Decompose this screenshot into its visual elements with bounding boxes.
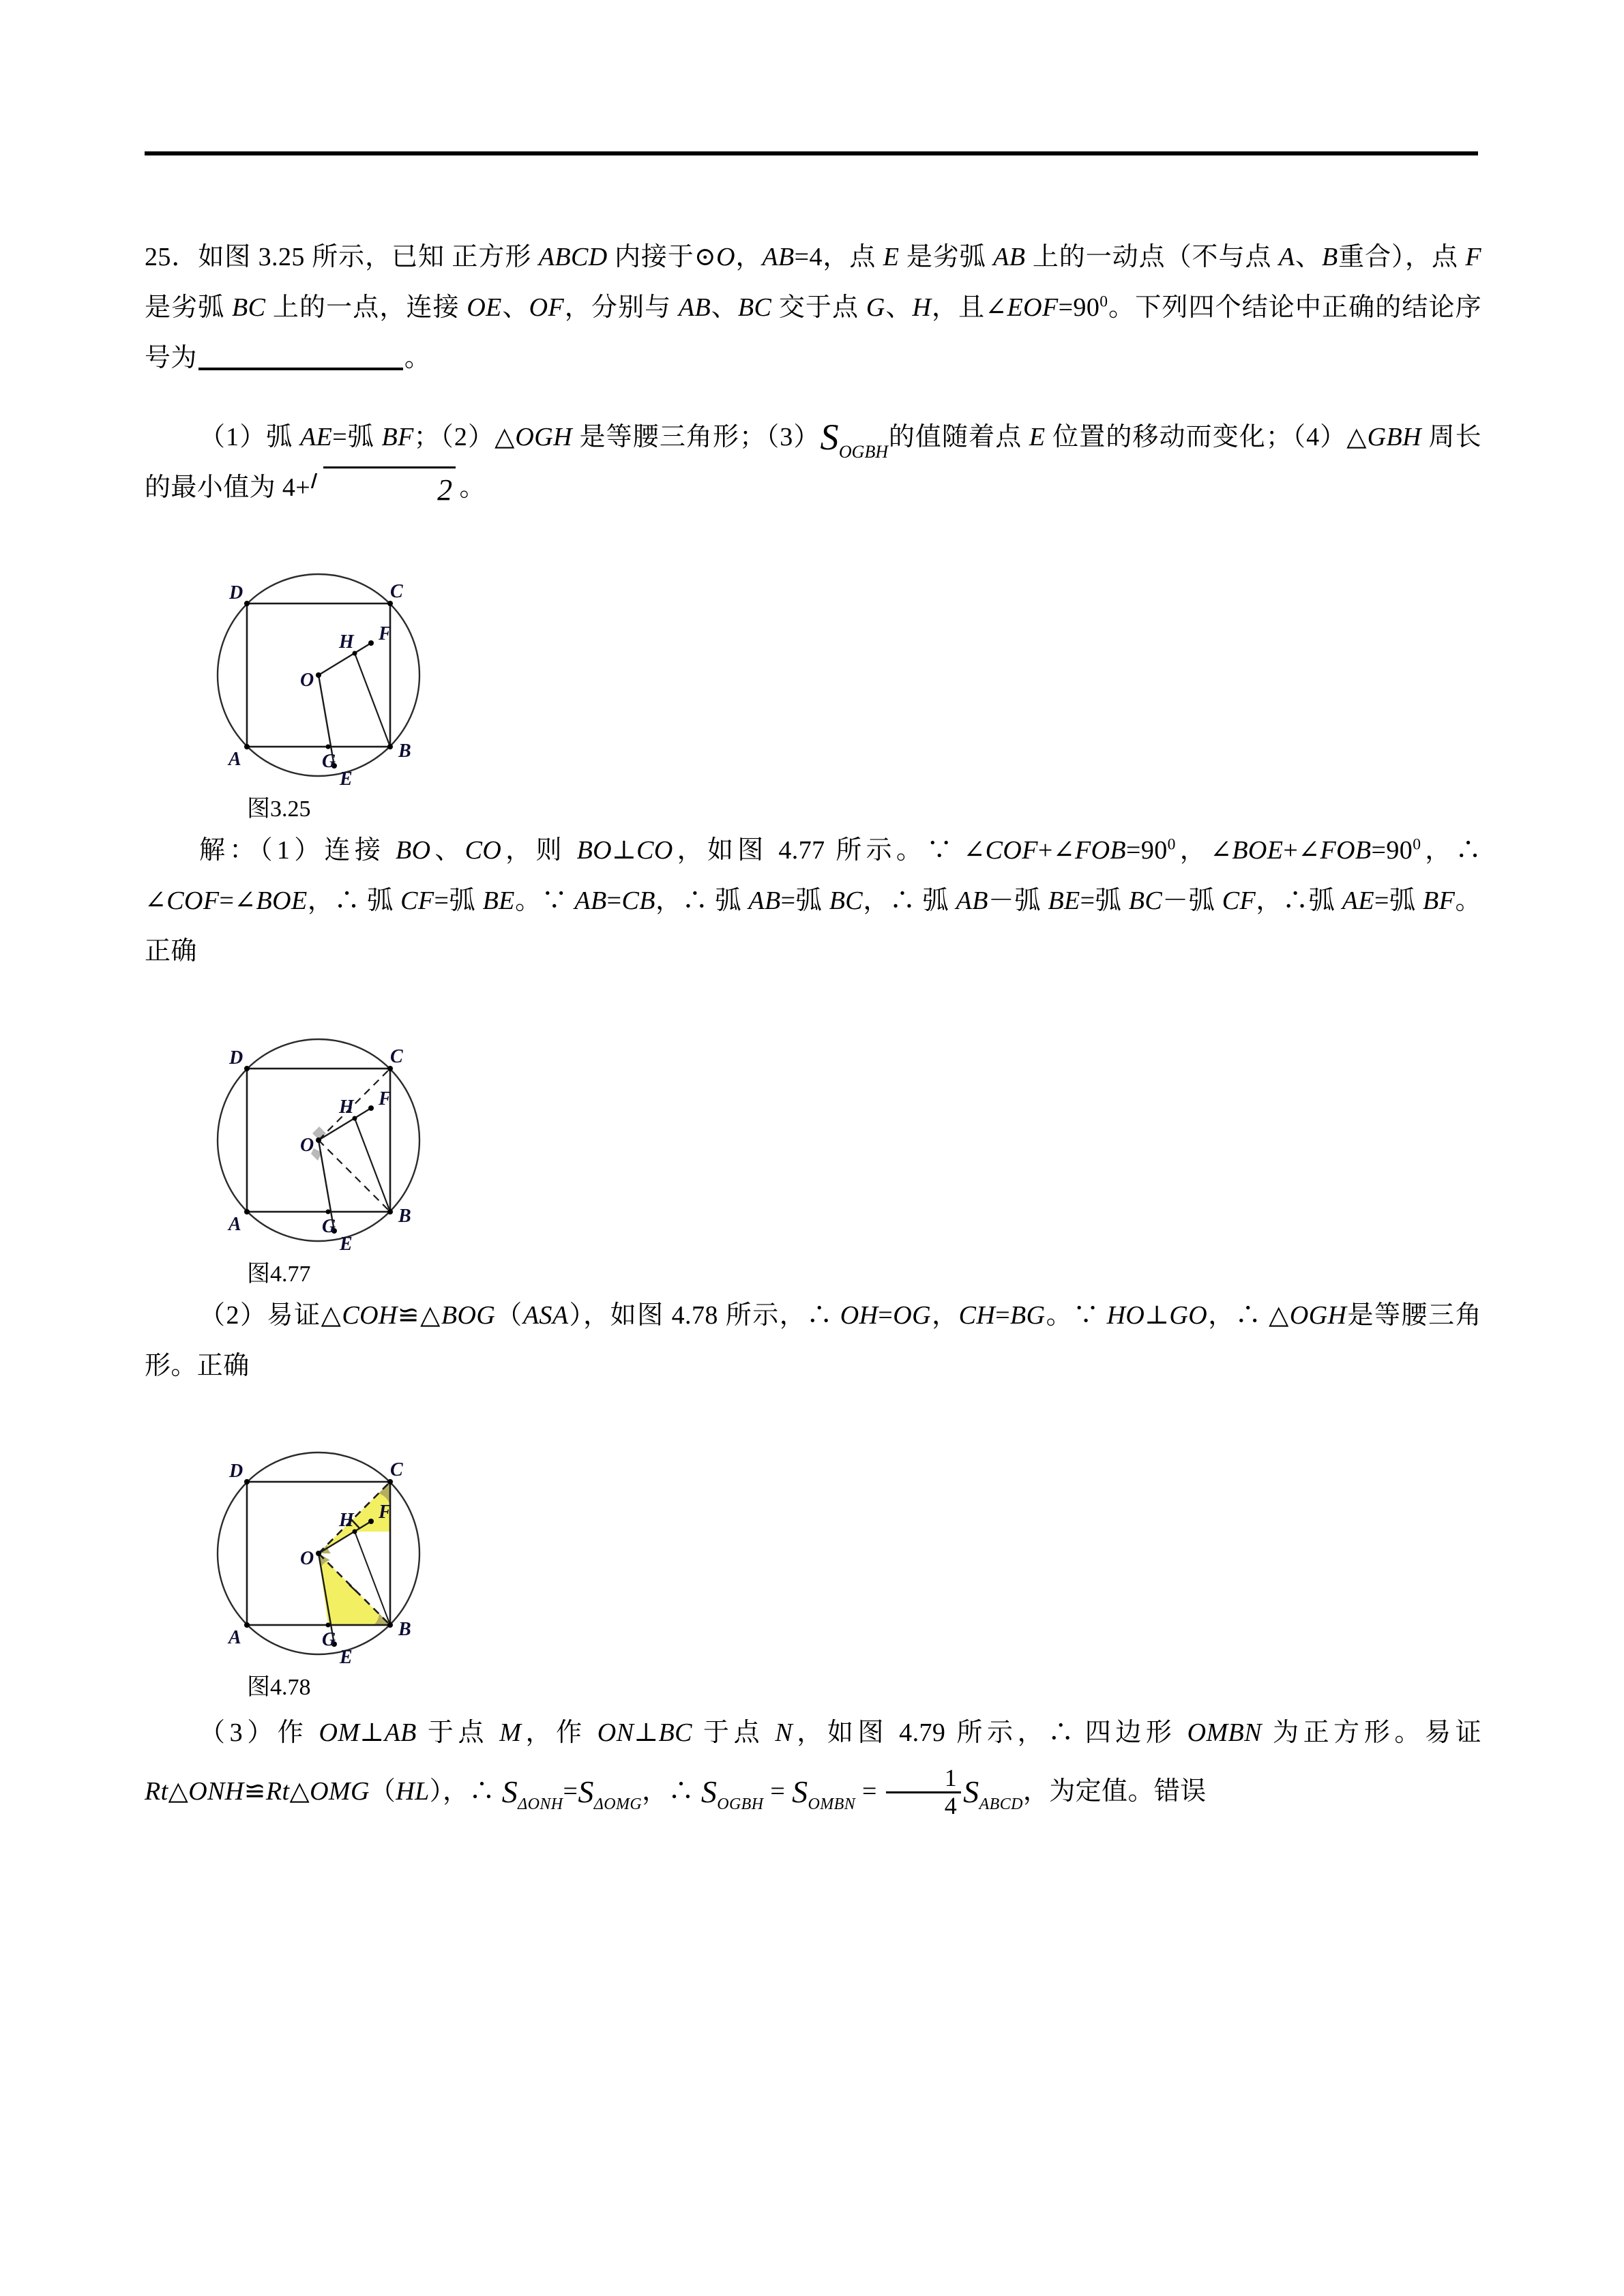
figlabel-c-3: C xyxy=(390,1459,403,1480)
sol1-end-1: ， xyxy=(1421,836,1456,865)
figlabel-e-3: E xyxy=(340,1647,353,1668)
point-d-dot xyxy=(244,601,250,606)
sol2-comma-1: ， xyxy=(930,1301,959,1330)
sol1-text-5: ∴ ∠ xyxy=(145,836,1481,915)
figure-3-25-caption: 图3.25 xyxy=(247,796,311,822)
arc-ab: AB xyxy=(748,886,781,915)
figlabel-c-1: C xyxy=(390,581,403,602)
figlabel-g-2: G xyxy=(322,1216,336,1237)
solution-3-paragraph xyxy=(145,1703,1481,1821)
angle-fob-2: FOB xyxy=(1320,836,1372,865)
arc-cf-2: CF xyxy=(1222,886,1256,915)
tri-omg: OMG xyxy=(310,1777,370,1806)
label-e: E xyxy=(883,243,900,271)
figlabel-b-3: B xyxy=(398,1619,411,1640)
sol3-text-6: 为正方形。易证 xyxy=(1261,1718,1481,1747)
label-bc-2: BC xyxy=(737,293,772,322)
point-f-dot xyxy=(368,640,374,646)
area-s-subscript-6: ABCD xyxy=(979,1795,1023,1814)
point-m: M xyxy=(499,1718,522,1747)
figlabel-f-1: F xyxy=(379,623,392,644)
sol2-paren-1: （ xyxy=(495,1301,523,1330)
triangle-ogh: OGH xyxy=(515,423,572,451)
sol3-paren-1: （ xyxy=(369,1777,396,1806)
label-eof: EOF xyxy=(1007,293,1059,322)
sol3-verdict-wrong: ，为定值。错误 xyxy=(1022,1777,1207,1806)
arc-bc-2: BC xyxy=(1128,886,1163,915)
problem-text-8: 重合），点 xyxy=(1338,243,1466,271)
tri-bog: BOG xyxy=(441,1301,496,1330)
sol2-text-2: ），如图 4.78 所示，∴ xyxy=(568,1301,840,1330)
triangle-gbh: GBH xyxy=(1367,423,1421,451)
figlabel-d-3: D xyxy=(229,1461,243,1482)
sol2-because: 。∵ xyxy=(1045,1301,1107,1330)
figure-4-77-svg xyxy=(186,1017,479,1283)
label-o: O xyxy=(716,243,735,271)
problem-text-4: =4，点 xyxy=(794,243,883,271)
angle-boe-2: BOE xyxy=(256,886,308,915)
seg-bg: BG xyxy=(1010,1301,1046,1330)
sol1-text-3: ，则 xyxy=(501,836,577,865)
area-s-glyph: S xyxy=(820,417,839,458)
area-s-glyph-5: S xyxy=(792,1774,808,1809)
area-symbol-ombn xyxy=(792,1774,856,1814)
quad-ombn: OMBN xyxy=(1187,1718,1262,1747)
label-f: F xyxy=(1465,243,1481,271)
point-a-dot-2 xyxy=(244,1209,250,1214)
sol3-text-3: ，作 xyxy=(521,1718,597,1747)
problem-text-11: 、 xyxy=(501,293,529,322)
area-s-glyph-6: S xyxy=(963,1774,979,1809)
figlabel-e-1: E xyxy=(340,769,353,790)
tri-symbol-2: △ xyxy=(289,1777,310,1806)
sol1-text-9: 。∵ xyxy=(514,886,575,915)
label-ab: AB xyxy=(762,243,795,271)
tri-coh: COH xyxy=(342,1301,398,1330)
rt-marker-1: Rt xyxy=(145,1777,168,1806)
document-content xyxy=(145,232,1481,1821)
sol3-text-1: （3）作 xyxy=(199,1718,319,1747)
figlabel-d-2: D xyxy=(229,1047,243,1069)
tri-ogh-2: OGH xyxy=(1289,1301,1347,1330)
sol1-plus-2: +∠ xyxy=(1283,836,1320,865)
problem-text-3: ， xyxy=(735,243,763,271)
sqrt-radicand: 2 xyxy=(437,473,453,507)
label-a-2: A xyxy=(1278,243,1295,271)
seg-om: OM xyxy=(319,1718,360,1747)
area-s-glyph-3: S xyxy=(578,1774,594,1809)
problem-text-10: 上的一点，连接 xyxy=(265,293,467,322)
angle-boe: BOE xyxy=(1232,836,1284,865)
area-s-subscript: OGBH xyxy=(838,441,889,462)
figure-4-78-caption: 图4.78 xyxy=(247,1675,311,1700)
problem-text-19: 个结论中正确的结论序号为 xyxy=(145,293,1481,372)
figlabel-o-2: O xyxy=(300,1135,314,1156)
figlabel-e-2: E xyxy=(340,1234,353,1255)
sol1-eq-4: =弧 xyxy=(1080,886,1129,915)
sol2-eq-2: = xyxy=(995,1301,1011,1330)
label-oe: OE xyxy=(467,293,502,322)
point-n: N xyxy=(775,1718,793,1747)
problem-statement xyxy=(145,232,1481,383)
problem-text-13: 、 xyxy=(711,293,738,322)
sol1-text-12: ，∴ 弧 xyxy=(863,886,956,915)
point-b-dot-3 xyxy=(387,1622,393,1628)
seg-ho: HO xyxy=(1106,1301,1145,1330)
problem-text-2: 内接于⊙ xyxy=(607,243,717,271)
seg-co: CO xyxy=(464,836,502,865)
sol1-minus-1: －弧 xyxy=(988,886,1048,915)
figlabel-f-2: F xyxy=(379,1088,392,1109)
area-symbol-abcd xyxy=(963,1774,1023,1814)
conclusion-1-eq: =弧 xyxy=(332,423,382,451)
segment-bh xyxy=(355,653,390,747)
point-f-dot-2 xyxy=(368,1105,374,1111)
arc-cf: CF xyxy=(400,886,434,915)
fraction-denominator: 4 xyxy=(944,1791,958,1819)
problem-number: 25． xyxy=(145,243,198,271)
sol1-eq-1: =90 xyxy=(1126,836,1168,865)
conclusions-list xyxy=(145,412,1481,516)
area-symbol-ogbh-2 xyxy=(700,1774,764,1814)
fraction-one-quarter xyxy=(886,1765,961,1819)
seg-ab-3: AB xyxy=(384,1718,417,1747)
answer-blank[interactable] xyxy=(198,367,403,370)
arc-bf-2: BF xyxy=(1423,886,1456,915)
seg-oh: OH xyxy=(840,1301,879,1330)
area-s-glyph-2: S xyxy=(501,1774,518,1809)
perp-symbol-3: ⊥ xyxy=(359,1718,385,1747)
seg-bo-2: BO xyxy=(576,836,612,865)
problem-text-1: 如图 3.25 所示，已知 正方形 xyxy=(198,243,539,271)
area-s-subscript-4: OGBH xyxy=(717,1795,764,1814)
figlabel-b-2: B xyxy=(398,1206,411,1227)
area-s-glyph-4: S xyxy=(700,1774,718,1809)
point-d-dot-3 xyxy=(244,1479,250,1485)
conclusion-3-text-2: 位置的移动而变化；（4）△ xyxy=(1045,423,1368,451)
area-symbol-omg xyxy=(578,1774,643,1814)
point-a-dot xyxy=(244,744,250,749)
perp-symbol-1: ⊥ xyxy=(612,836,637,865)
figure-3-25 xyxy=(145,552,1481,825)
arc-bc: BC xyxy=(829,886,863,915)
point-f-dot-3 xyxy=(368,1519,374,1524)
figlabel-g-3: G xyxy=(322,1629,336,1650)
sol2-verdict-correct: 是等腰三角形。正确 xyxy=(145,1301,1481,1380)
seg-ab: AB xyxy=(574,886,607,915)
label-bc: BC xyxy=(231,293,266,322)
point-g-dot-2 xyxy=(326,1210,331,1214)
label-abcd: ABCD xyxy=(538,243,608,271)
perp-symbol-4: ⊥ xyxy=(634,1718,659,1747)
conclusion-2-prefix: ；（2）△ xyxy=(413,423,516,451)
page-header-rule xyxy=(145,151,1478,155)
arc-ae-2: AE xyxy=(1342,886,1374,915)
sol3-comma-1: ，∴ xyxy=(642,1777,701,1806)
sol1-text-10: ，∴ 弧 xyxy=(655,886,749,915)
sol1-text-8: =弧 xyxy=(434,886,483,915)
problem-text-6: 上的一动点（不与点 xyxy=(1025,243,1279,271)
problem-text-9: 是劣弧 xyxy=(145,293,232,322)
conclusion-4-end: 。 xyxy=(452,473,486,502)
problem-text-14: 交于点 xyxy=(771,293,866,322)
problem-text-5: 是劣弧 xyxy=(899,243,994,271)
conclusion-3-text: 的值随着点 xyxy=(888,423,1029,451)
point-a-dot-3 xyxy=(244,1622,250,1628)
area-s-subscript-5: OMBN xyxy=(808,1795,856,1814)
cong-symbol-2: ≌ xyxy=(243,1777,266,1806)
area-s-subscript-3: ΔOMG xyxy=(593,1795,643,1814)
sol1-text-4: ，如图 4.77 所示。∵ ∠ xyxy=(673,836,986,865)
figlabel-g-1: G xyxy=(322,751,336,772)
sol2-comma-2: ，∴ △ xyxy=(1207,1301,1290,1330)
seg-og: OG xyxy=(893,1301,931,1330)
figure-4-78-svg xyxy=(186,1431,479,1697)
figlabel-a-3: A xyxy=(228,1627,241,1648)
seg-co-2: CO xyxy=(636,836,673,865)
arc-ae: AE xyxy=(299,423,333,451)
figlabel-f-3: F xyxy=(379,1502,392,1523)
point-b-dot xyxy=(387,744,393,749)
problem-text-20: 。 xyxy=(404,344,431,372)
figlabel-d-1: D xyxy=(229,582,243,603)
sol3-text-7: ），∴ xyxy=(429,1777,502,1806)
sol1-text-6: =∠ xyxy=(219,886,256,915)
degree-sup-2: 0 xyxy=(1167,835,1176,854)
arc-be-2: BE xyxy=(1048,886,1080,915)
tri-onh: ONH xyxy=(188,1777,244,1806)
sol1-text-7: ，∴ 弧 xyxy=(307,886,401,915)
problem-text-18: 。下列四 xyxy=(1108,293,1215,322)
point-o-dot-2 xyxy=(316,1137,321,1143)
problem-text-17: =90 xyxy=(1058,293,1100,322)
sol1-eq-2: =90 xyxy=(1371,836,1413,865)
sol1-text-2: 、 xyxy=(430,836,465,865)
tri-symbol-1: △ xyxy=(168,1777,189,1806)
figlabel-a-1: A xyxy=(228,749,241,770)
angle-cof-2: COF xyxy=(166,886,220,915)
problem-text-16: ，且∠ xyxy=(931,293,1007,322)
sol1-eq-3: = xyxy=(606,886,622,915)
sol1-minus-2: －弧 xyxy=(1162,886,1222,915)
sol1-text-13: ，∴ xyxy=(1256,886,1309,915)
figlabel-o-1: O xyxy=(300,670,314,691)
label-b-2: B xyxy=(1321,243,1338,271)
label-ab-3: AB xyxy=(678,293,711,322)
sol2-text-1: （2）易证△ xyxy=(199,1301,342,1330)
angle-fob: FOB xyxy=(1074,836,1127,865)
point-g-dot-3 xyxy=(326,1623,331,1628)
perp-symbol-2: ⊥ xyxy=(1145,1301,1170,1330)
fraction-numerator: 1 xyxy=(886,1765,961,1793)
point-d-dot-2 xyxy=(244,1066,250,1071)
sol3-text-2: 于点 xyxy=(416,1718,500,1747)
area-symbol-ogbh xyxy=(820,417,889,462)
conclusion-2-text: 是等腰三角形；（3） xyxy=(572,423,821,451)
seg-bc-3: BC xyxy=(658,1718,692,1747)
conclusion-4-text: 周长的最小值为 4+ xyxy=(145,423,1481,502)
point-e: E xyxy=(1029,423,1046,451)
point-o-dot xyxy=(316,672,321,678)
sol1-text-11: =弧 xyxy=(780,886,829,915)
point-o-dot-3 xyxy=(316,1551,321,1556)
sqrt-radical xyxy=(310,464,452,516)
figlabel-o-3: O xyxy=(300,1548,314,1569)
figlabel-h-1: H xyxy=(339,631,354,653)
seg-cb: CB xyxy=(621,886,655,915)
solution-2-paragraph xyxy=(145,1290,1481,1391)
seg-bo: BO xyxy=(395,836,431,865)
figure-4-77-caption: 图4.77 xyxy=(247,1262,311,1287)
figure-3-25-svg xyxy=(186,552,479,818)
seg-ch: CH xyxy=(958,1301,996,1330)
arc-ab-2: AB xyxy=(956,886,988,915)
seg-go: GO xyxy=(1169,1301,1208,1330)
label-g: G xyxy=(866,293,885,322)
label-h: H xyxy=(912,293,932,322)
solution-1-paragraph xyxy=(145,825,1481,976)
figure-4-77 xyxy=(145,1017,1481,1290)
point-b-dot-2 xyxy=(387,1209,393,1214)
degree-sup-1: 0 xyxy=(1099,293,1108,311)
conclusion-1-prefix: （1）弧 xyxy=(199,423,300,451)
angle-cof: COF xyxy=(985,836,1038,865)
sol1-verdict-correct: 。正确 xyxy=(145,886,1481,966)
figlabel-c-2: C xyxy=(390,1046,403,1067)
point-g-dot xyxy=(326,745,331,749)
problem-text-7: 、 xyxy=(1295,243,1322,271)
degree-sup-3: 0 xyxy=(1413,835,1421,854)
sol2-eq-1: = xyxy=(878,1301,894,1330)
arc-bf: BF xyxy=(381,423,414,451)
area-symbol-onh xyxy=(501,1774,563,1814)
sol1-plus-1: +∠ xyxy=(1037,836,1075,865)
sol3-text-4: 于点 xyxy=(692,1718,776,1747)
area-s-subscript-2: ΔONH xyxy=(518,1795,563,1814)
label-ab-2: AB xyxy=(993,243,1026,271)
sol3-eq-3: = xyxy=(855,1777,884,1806)
sol1-comma-1: ，∠ xyxy=(1175,836,1232,865)
label-of: OF xyxy=(529,293,565,322)
problem-text-15: 、 xyxy=(885,293,913,322)
sol3-text-5: ，如图 4.79 所示，∴ 四边形 xyxy=(793,1718,1187,1747)
figlabel-h-3: H xyxy=(339,1510,354,1531)
asa-criterion: ASA xyxy=(522,1301,569,1330)
sol3-eq-1: = xyxy=(563,1777,578,1806)
rt-marker-2: Rt xyxy=(265,1777,290,1806)
cong-symbol-1: ≌△ xyxy=(397,1301,441,1330)
sol1-text-14: 弧 xyxy=(1308,886,1342,915)
problem-text-12: ，分别与 xyxy=(564,293,679,322)
figlabel-h-2: H xyxy=(339,1097,354,1118)
arc-be: BE xyxy=(482,886,515,915)
sol1-eq-5: =弧 xyxy=(1374,886,1423,915)
sol3-eq-2: = xyxy=(763,1777,793,1806)
segment-bh-2 xyxy=(355,1118,390,1212)
figlabel-a-2: A xyxy=(228,1214,241,1235)
figlabel-b-1: B xyxy=(398,741,411,762)
seg-on: ON xyxy=(597,1718,634,1747)
sol1-text-1: 解：（1）连接 xyxy=(199,836,396,865)
figure-4-78 xyxy=(145,1431,1481,1703)
hl-criterion: HL xyxy=(396,1777,430,1806)
